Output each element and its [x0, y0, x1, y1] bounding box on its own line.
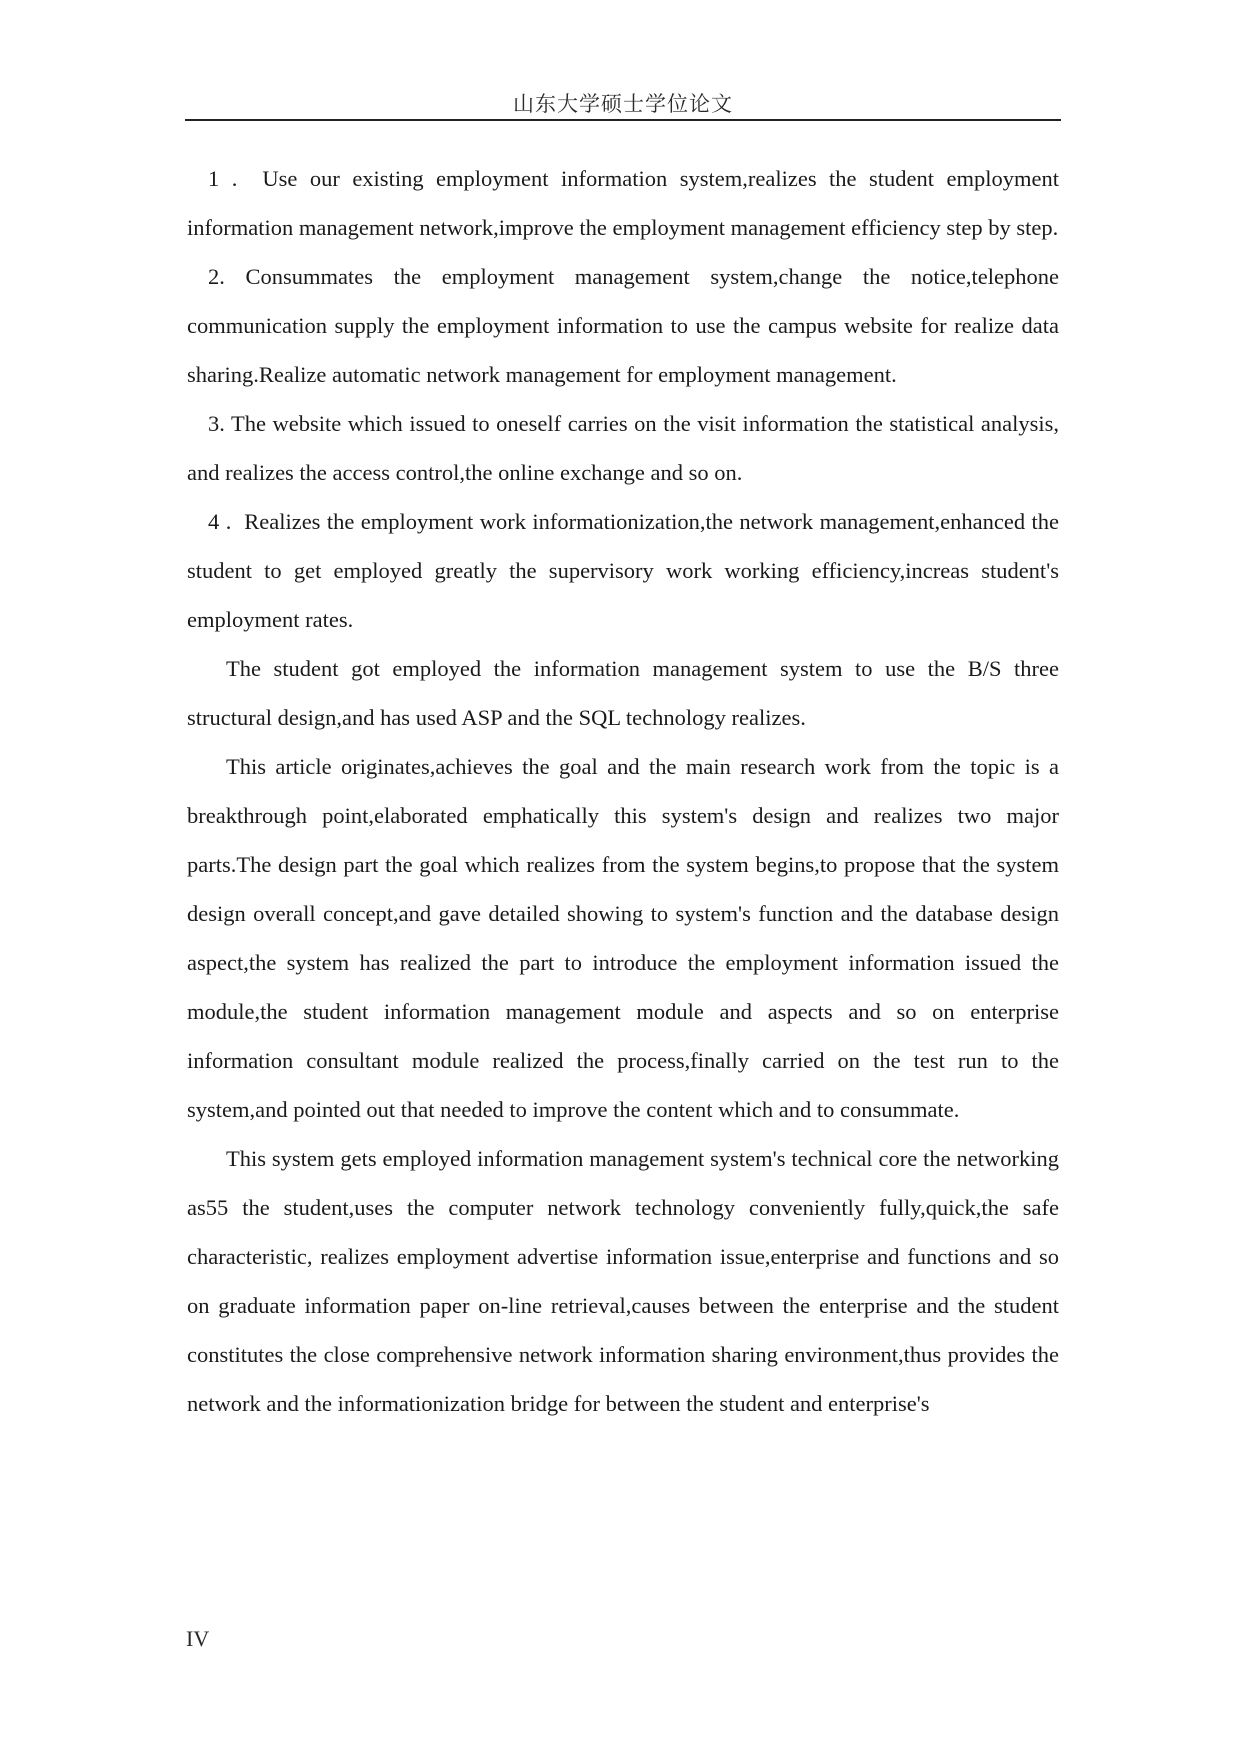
list-item-separator: . — [219, 509, 232, 534]
list-item-number: 1 — [208, 166, 220, 191]
list-item-separator: . — [219, 411, 225, 436]
list-item-text: Use our existing employment information system,realizes the student employment information management network,improve the employment management efficiency step by step. — [187, 166, 1059, 240]
list-item-text: The website which issued to oneself carries on the visit information the statistical analysis, and realizes the access control,the online exchange and so on. — [187, 411, 1059, 485]
page-number: IV — [186, 1626, 210, 1651]
list-item-text: Consummates the employment management system,change the notice,telephone communication supply the employment information to use the campus website for realize data sharing.Realize automatic network management for employment management. — [187, 264, 1059, 387]
list-item-number: 2 — [208, 264, 220, 289]
list-item-separator: . — [219, 166, 238, 191]
list-item-text: Realizes the employment work informationization,the network management,enhanced the student to get employed greatly the supervisory work working efficiency,increas student's employment rates. — [187, 509, 1060, 632]
list-item-separator: . — [219, 264, 225, 289]
list-item — [187, 154, 1059, 252]
list-item-number: 4 — [208, 509, 220, 534]
paragraph: The student got employed the information management system to use the B/S three structural design,and has used ASP and the SQL technology realizes. — [187, 656, 1059, 730]
paragraph: This system gets employed information management system's technical core the networking as55 the student,uses the computer network technology conveniently fully,quick,the safe characteristic, realizes employment advertise information issue,enterprise and functions and so on graduate information paper on-line retrieval,causes between the enterprise and the student constitutes the close comprehensive network information sharing environment,thus provides the network and the informationization bridge for between the student and enterprise's — [187, 1146, 1059, 1416]
list-item — [187, 399, 1059, 497]
body-text — [187, 154, 1059, 1428]
list-item-number: 3 — [208, 411, 220, 436]
running-header: 山东大学硕士学位论文 — [513, 92, 733, 116]
list-item — [187, 497, 1059, 644]
header-rule — [185, 119, 1061, 121]
list-item — [187, 252, 1059, 399]
paragraph: This article originates,achieves the goal and the main research work from the topic is a breakthrough point,elaborated emphatically this system's design and realizes two major parts.The design part the goal which realizes from the system begins,to propose that the system design overall concept,and gave detailed showing to system's function and the database design aspect,the system has realized the part to introduce the employment information issued the module,the student information management module and aspects and so on enterprise information consultant module realized the process,finally carried on the test run to the system,and pointed out that needed to improve the content which and to consummate. — [187, 754, 1059, 1122]
